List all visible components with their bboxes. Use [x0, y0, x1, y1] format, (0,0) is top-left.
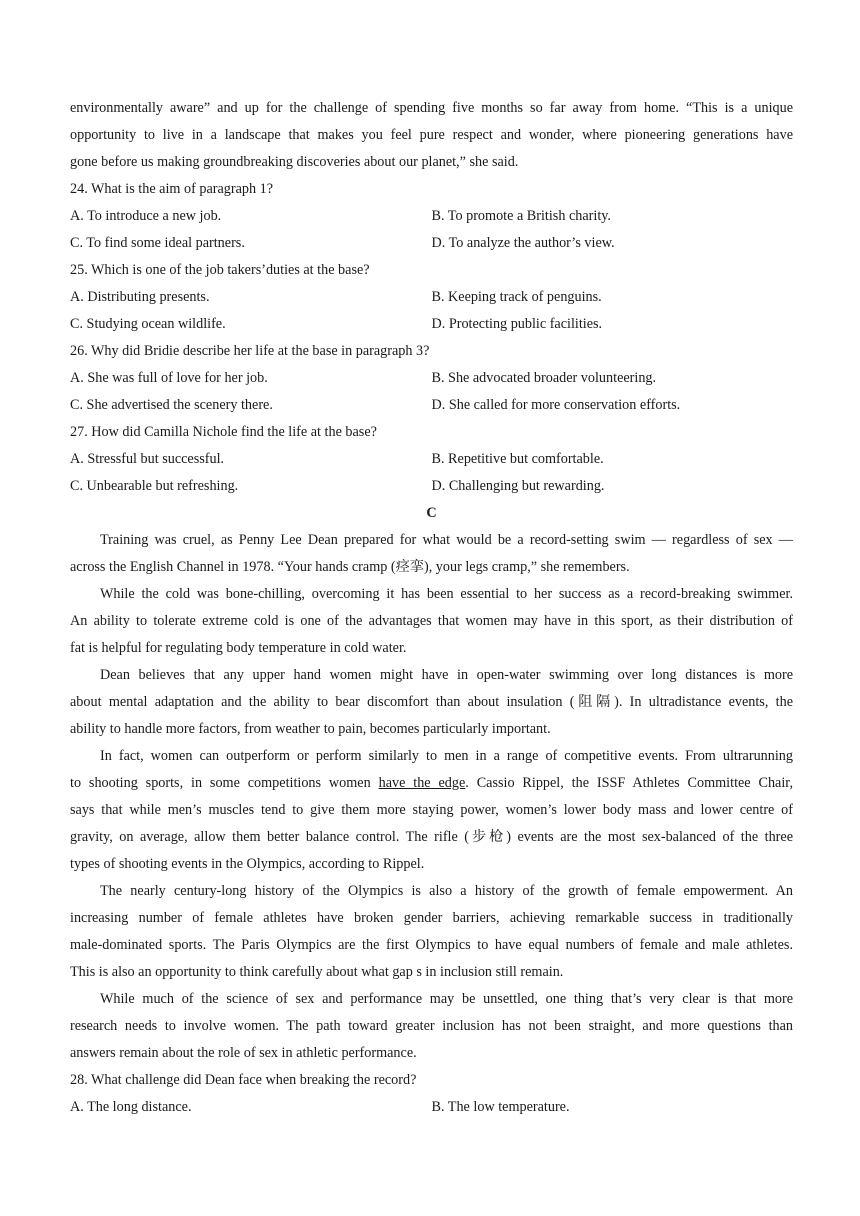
- underlined-phrase: have the edge: [378, 775, 466, 791]
- option-row: [70, 446, 793, 473]
- text-line: The nearly century-long history of the Olympics is also a history of the growth of female empowerment. An: [100, 883, 793, 899]
- question-stem: 26. Why did Bridie describe her life at the base in paragraph 3?: [70, 343, 430, 359]
- text-line: In fact, women can outperform or perform similarly to men in a range of competitive events. From ultrarunning: [100, 748, 793, 764]
- text-line: increasing number of female athletes have broken gender barriers, achieving remarkable success in traditionally: [70, 910, 793, 926]
- option-b: B. Keeping track of penguins.: [431, 289, 602, 305]
- question-stem: 24. What is the aim of paragraph 1?: [70, 181, 274, 197]
- text-line: male-dominated sports. The Paris Olympics are the first Olympics to have equal numbers of female and male athletes.: [70, 937, 793, 953]
- question-26: [70, 338, 793, 419]
- text-line: An ability to tolerate extreme cold is one of the advantages that women may have in this sport, as their distribution of: [70, 613, 793, 629]
- text-line: Dean believes that any upper hand women might have in open-water swimming over long distances is more: [100, 667, 793, 683]
- option-a: A. Distributing presents.: [70, 289, 210, 305]
- option-a: A. To introduce a new job.: [70, 208, 222, 224]
- option-d: D. Protecting public facilities.: [431, 316, 603, 332]
- question-stem: 27. How did Camilla Nichole find the life at the base?: [70, 424, 377, 440]
- option-a: A. She was full of love for her job.: [70, 370, 268, 386]
- option-d: D. To analyze the author’s view.: [431, 235, 615, 251]
- passage-c-paragraph-6: [70, 986, 793, 1067]
- text-line: research needs to involve women. The path toward greater inclusion has not been straight, and more questions than: [70, 1018, 793, 1034]
- question-24: [70, 176, 793, 257]
- option-row: [70, 1094, 793, 1121]
- option-c: C. To find some ideal partners.: [70, 235, 245, 251]
- question-27: [70, 419, 793, 500]
- text-line: This is also an opportunity to think carefully about what gap s in inclusion still remain.: [70, 964, 564, 980]
- paragraph-b-ending: [70, 95, 793, 176]
- option-a: A. The long distance.: [70, 1099, 192, 1115]
- option-row: [70, 473, 793, 500]
- option-b: B. Repetitive but comfortable.: [431, 451, 604, 467]
- option-row: [70, 230, 793, 257]
- option-b: B. She advocated broader volunteering.: [431, 370, 657, 386]
- text-line: ability to handle more factors, from weather to pain, becomes particularly important.: [70, 721, 551, 737]
- option-b: B. The low temperature.: [431, 1099, 570, 1115]
- text-line: about mental adaptation and the ability to bear discomfort than about insulation (阻隔). In ultradistance events, the: [70, 694, 793, 710]
- text-line: across the English Channel in 1978. “Your hands cramp (痉挛), your legs cramp,” she remembers.: [70, 559, 630, 575]
- section-heading: C: [426, 505, 437, 521]
- passage-c-paragraph-2: [70, 581, 793, 662]
- question-25: [70, 257, 793, 338]
- option-c: C. Studying ocean wildlife.: [70, 316, 226, 332]
- question-stem: 25. Which is one of the job takers’duties at the base?: [70, 262, 370, 278]
- passage-c-paragraph-4: [70, 743, 793, 878]
- option-b: B. To promote a British charity.: [431, 208, 611, 224]
- text-segment: to shooting sports, in some competitions women: [70, 775, 379, 791]
- option-c: C. Unbearable but refreshing.: [70, 478, 239, 494]
- text-line: While the cold was bone-chilling, overcoming it has been essential to her success as a record-breaking swimmer.: [100, 586, 793, 602]
- text-line: says that while men’s muscles tend to give them more staying power, women’s lower body mass and lower centre of: [70, 802, 793, 818]
- option-a: A. Stressful but successful.: [70, 451, 225, 467]
- question-stem: 28. What challenge did Dean face when breaking the record?: [70, 1072, 417, 1088]
- option-row: [70, 311, 793, 338]
- page-content: [70, 95, 793, 1121]
- option-row: [70, 392, 793, 419]
- text-line: types of shooting events in the Olympics, according to Rippel.: [70, 856, 425, 872]
- text-line: gone before us making groundbreaking discoveries about our planet,” she said.: [70, 154, 519, 170]
- text-segment: . Cassio Rippel, the ISSF Athletes Committee Chair,: [465, 775, 793, 791]
- passage-c-paragraph-3: [70, 662, 793, 743]
- text-line: opportunity to live in a landscape that makes you feel pure respect and wonder, where pioneering generations have: [70, 127, 793, 143]
- question-28: [70, 1067, 793, 1121]
- text-line: answers remain about the role of sex in athletic performance.: [70, 1045, 417, 1061]
- passage-c-paragraph-5: [70, 878, 793, 986]
- text-line: gravity, on average, allow them better balance control. The rifle (步枪) events are the most sex-balanced of the three: [70, 829, 793, 845]
- passage-c-paragraph-1: [70, 527, 793, 581]
- text-line: Training was cruel, as Penny Lee Dean prepared for what would be a record-setting swim — regardless of sex —: [100, 532, 793, 548]
- text-line: fat is helpful for regulating body temperature in cold water.: [70, 640, 407, 656]
- text-line: [70, 770, 793, 797]
- option-row: [70, 284, 793, 311]
- option-d: D. She called for more conservation efforts.: [431, 397, 681, 413]
- text-line: environmentally aware” and up for the challenge of spending five months so far away from home. “This is a unique: [70, 100, 793, 116]
- text-line: While much of the science of sex and performance may be unsettled, one thing that’s very clear is that more: [100, 991, 793, 1007]
- option-d: D. Challenging but rewarding.: [431, 478, 605, 494]
- option-row: [70, 203, 793, 230]
- option-c: C. She advertised the scenery there.: [70, 397, 273, 413]
- option-row: [70, 365, 793, 392]
